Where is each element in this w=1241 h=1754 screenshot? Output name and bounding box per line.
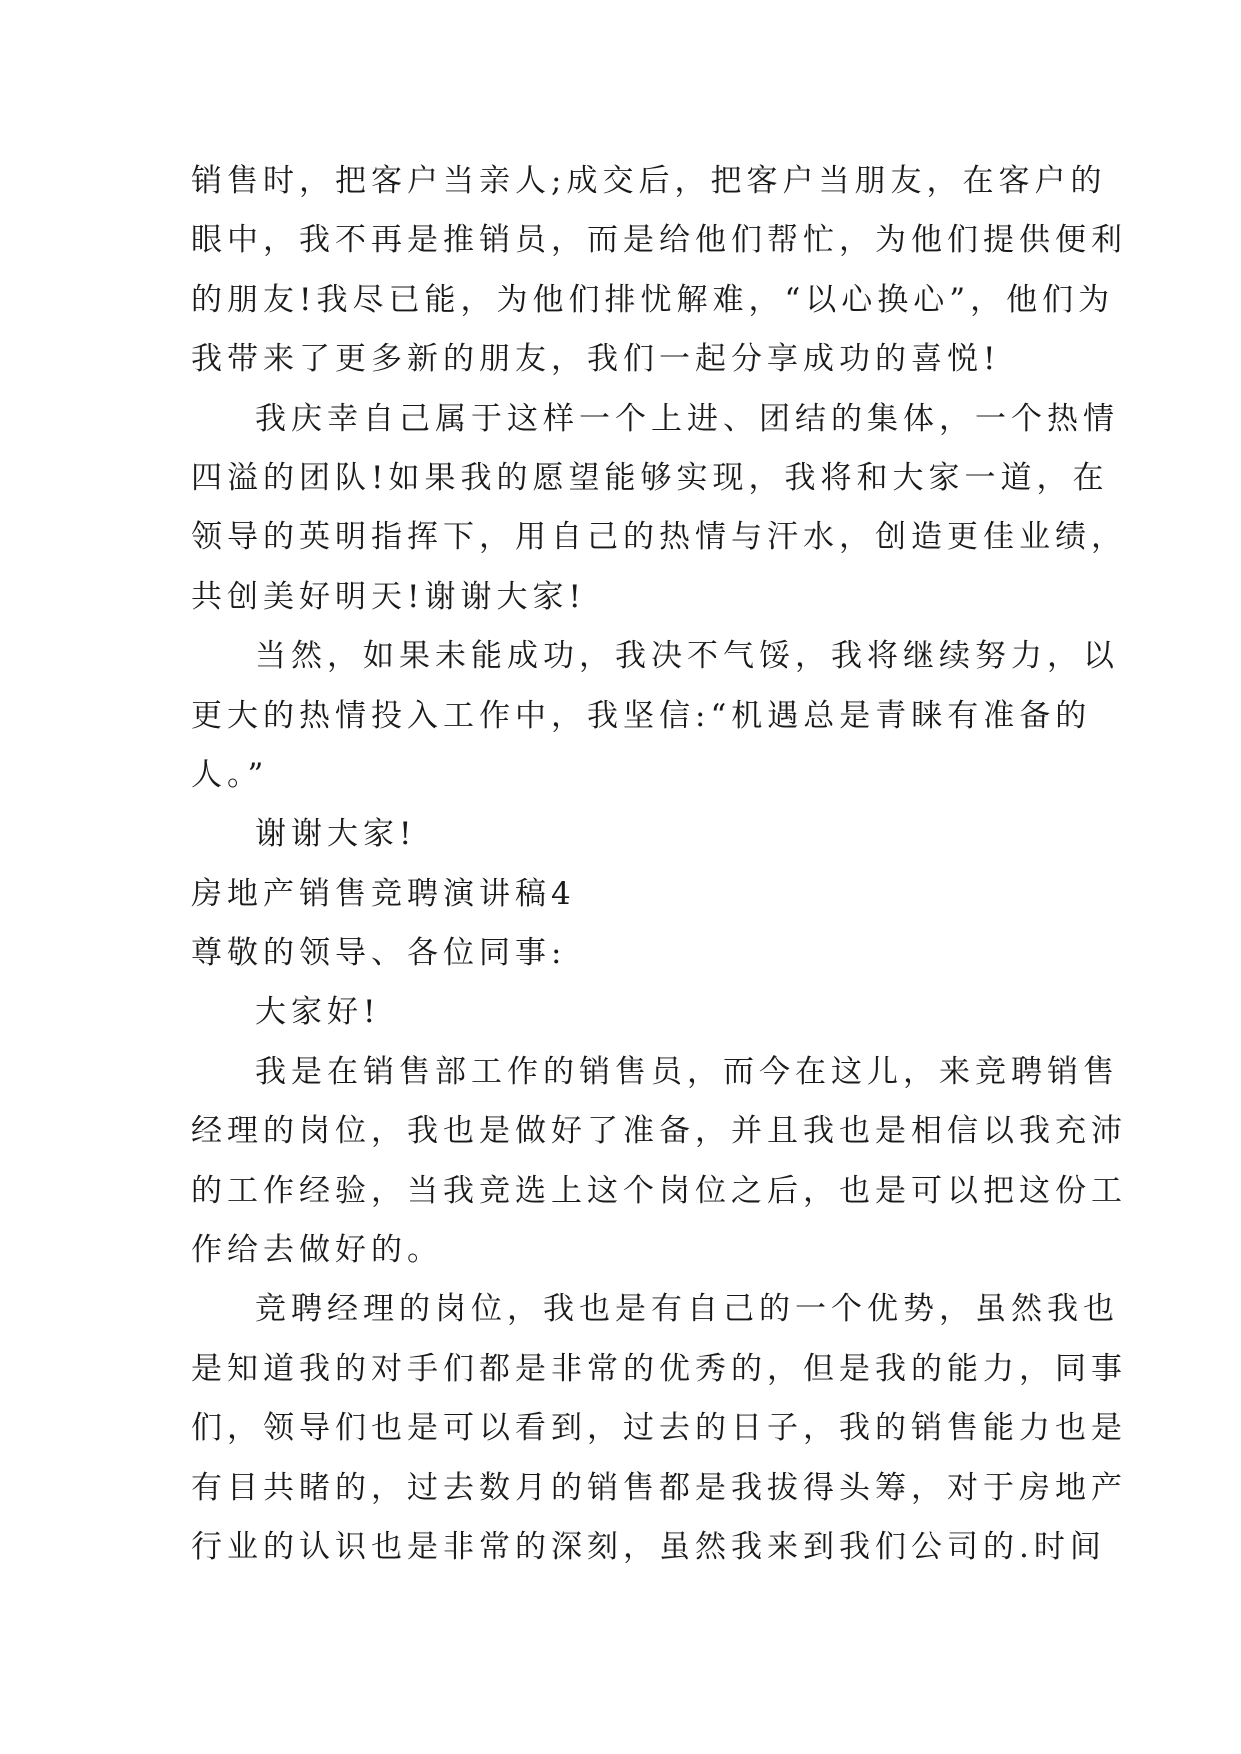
text-line: 竞聘经理的岗位，我也是有自己的一个优势，虽然我也: [255, 1291, 1119, 1328]
text-line: 更大的热情投入工作中，我坚信:“机遇总是青睐有准备的: [191, 697, 1092, 734]
text-line: 领导的英明指挥下，用自己的热情与汗水，创造更佳业绩，: [191, 519, 1127, 556]
text-line: 们，领导们也是可以看到，过去的日子，我的销售能力也是: [191, 1410, 1127, 1447]
text-line: 销售时，把客户当亲人;成交后，把客户当朋友，在客户的: [191, 163, 1107, 199]
text-line: 经理的岗位，我也是做好了准备，并且我也是相信以我充沛: [191, 1113, 1127, 1150]
text-line: 是知道我的对手们都是非常的优秀的，但是我的能力，同事: [191, 1350, 1127, 1387]
text-line: 作给去做好的。: [191, 1232, 443, 1269]
text-line: 眼中，我不再是推销员，而是给他们帮忙，为他们提供便利: [191, 222, 1127, 259]
section-heading: 房地产销售竞聘演讲稿4: [191, 875, 576, 912]
text-line: 共创美好明天!谢谢大家!: [191, 578, 586, 615]
text-line: 的朋友!我尽已能，为他们排忧解难，“以心换心”，他们为: [191, 281, 1115, 318]
text-line: 我庆幸自己属于这样一个上进、团结的集体，一个热情: [255, 400, 1119, 437]
greeting: 大家好!: [255, 994, 381, 1031]
text-line: 四溢的团队!如果我的愿望能够实现，我将和大家一道，在: [191, 459, 1109, 496]
text-line: 人。”: [191, 756, 269, 793]
text-line: 当然，如果未能成功，我决不气馁，我将继续努力，以: [255, 638, 1119, 675]
text-line: 谢谢大家!: [255, 816, 417, 853]
salutation: 尊敬的领导、各位同事:: [191, 935, 567, 972]
text-line: 我带来了更多新的朋友，我们一起分享成功的喜悦!: [191, 341, 1001, 378]
document-body: [191, 152, 1127, 1577]
text-line: 的工作经验，当我竞选上这个岗位之后，也是可以把这份工: [191, 1172, 1127, 1209]
text-line: 我是在销售部工作的销售员，而今在这儿，来竞聘销售: [255, 1053, 1119, 1090]
text-line: 行业的认识也是非常的深刻，虽然我来到我们公司的.时间: [191, 1528, 1106, 1565]
text-line: 有目共睹的，过去数月的销售都是我拔得头筹，对于房地产: [191, 1469, 1127, 1506]
